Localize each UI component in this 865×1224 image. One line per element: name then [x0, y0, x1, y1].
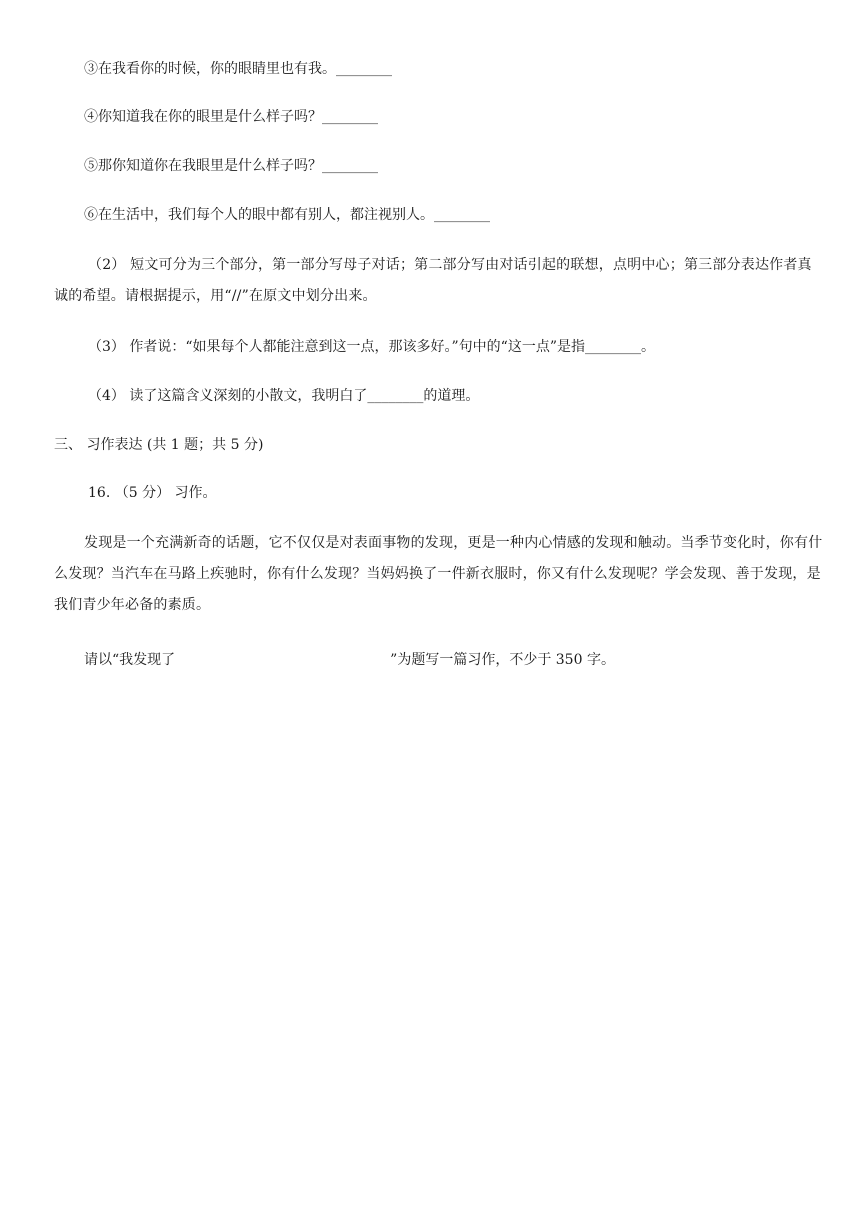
prompt-end-text: ”为题写一篇习作，不少于 350 字。: [390, 652, 615, 668]
question-item-6: ⑥在生活中，我们每个人的眼中都有别人，都注视别人。________: [84, 207, 490, 223]
prompt-paragraph: 发现是一个充满新奇的话题，它不仅仅是对表面事物的发现，更是一种内心情感的发现和触动。当季节变化时，你有什么发现？当汽车在马路上疾驰时，你有什么发现？当妈妈换了一件新衣服时，你又有什么发现呢？学会发现、善于发现，是我们青少年必备的素质。: [54, 535, 823, 613]
prompt-start-text: 请以“我发现了: [84, 652, 176, 668]
question-16-label: 16. （5 分） 习作。: [88, 485, 217, 501]
question-item-4: ④你知道我在你的眼里是什么样子吗？________: [84, 109, 378, 125]
question-item-3: ③在我看你的时候，你的眼睛里也有我。________: [84, 61, 392, 77]
section-heading: 三、 习作表达 (共 1 题；共 5 分): [54, 437, 264, 453]
question-2: （2） 短文可分为三个部分，第一部分写母子对话；第二部分写由对话引起的联想，点明中心；第三部分表达作者真诚的希望。请根据提示，用“//”在原文中划分出来。: [54, 257, 812, 304]
essay-title-prompt: [84, 648, 615, 672]
question-4: （4） 读了这篇含义深刻的小散文，我明白了________的道理。: [88, 388, 480, 404]
question-3: （3） 作者说：“如果每个人都能注意到这一点，那该多好。”句中的“这一点”是指________。: [88, 339, 655, 355]
question-item-5: ⑤那你知道你在我眼里是什么样子吗？________: [84, 158, 378, 174]
